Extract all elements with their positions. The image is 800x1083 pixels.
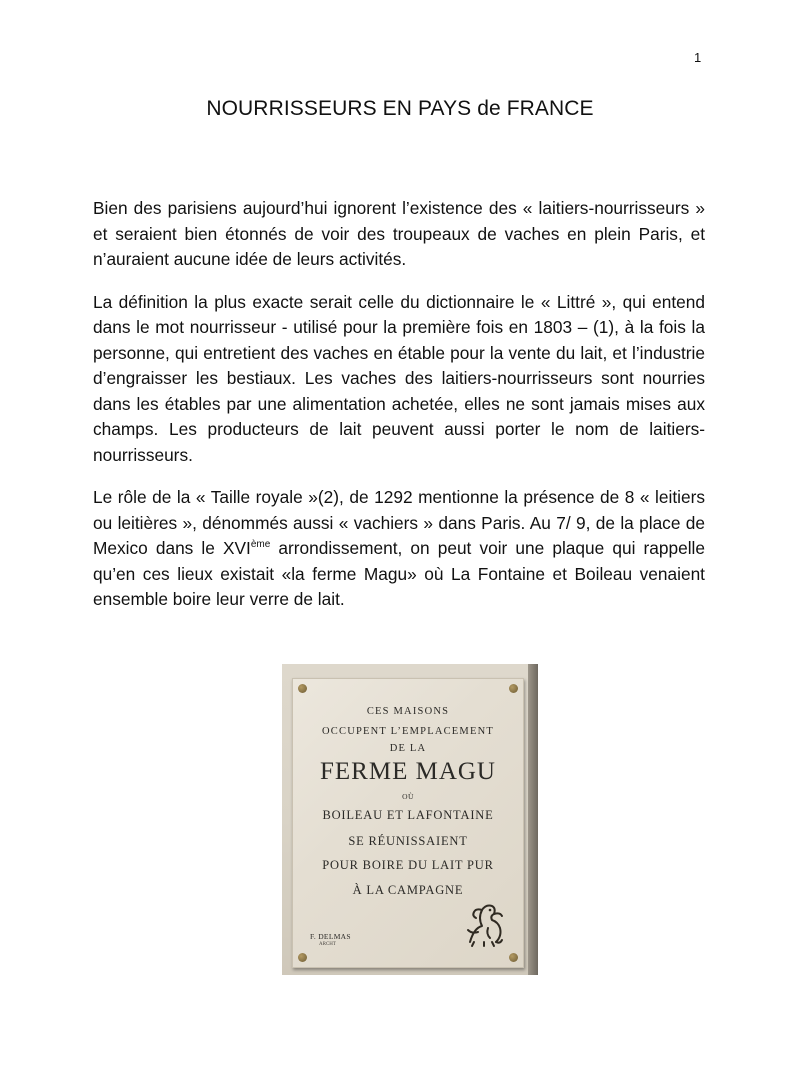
plaque-line: OÙ — [402, 792, 414, 801]
paragraph-3-superscript: ème — [250, 539, 271, 550]
plaque-line: BOILEAU ET LAFONTAINE — [322, 808, 494, 822]
paragraph-3-text-end: arrondissement, on peut voir une plaque qui rappelle qu’en ces lieux existait «la ferme Magu» où La Fontaine et Boileau venaient ensemble boire leur verre de lait. — [93, 538, 705, 609]
plaque-line: POUR BOIRE DU LAIT PUR — [322, 858, 494, 872]
wall-edge — [528, 664, 538, 975]
page-title: NOURRISSEURS EN PAYS de FRANCE — [206, 97, 594, 120]
body-text — [93, 196, 705, 630]
plaque-line: À LA CAMPAGNE — [352, 883, 464, 897]
screw-icon — [298, 684, 307, 693]
plaque-signature: F. DELMAS — [310, 932, 351, 941]
screw-icon — [509, 684, 518, 693]
plaque-line: DE LA — [389, 743, 427, 754]
commemorative-plaque — [292, 678, 524, 968]
plaque-line: CES MAISONS — [366, 706, 450, 717]
paragraph-3-text: Le rôle de la « Taille royale »(2), de 1292 mentionne la présence de 8 « leitiers ou leitières », dénommés aussi « vachiers » dans Paris. Au 7/ 9, de la place de Mexico dans le XVI — [93, 487, 705, 558]
paragraph-2: La définition la plus exacte serait celle du dictionnaire le « Littré », qui entend dans le mot nourrisseur - utilisé pour la première fois en 1803 – (1), à la fois la personne, qui entretient des vaches en étable pour la vente du lait, et l’industrie d’engraisser les bestiaux. Les vaches des laitiers-nourrisseurs sont nourries dans les étables par une alimentation achetée, elles ne sont jamais mises aux champs. Les producteurs de lait peuvent aussi porter le nom de laitiers-nourrisseurs. — [93, 291, 705, 465]
plaque-line: SE RÉUNISSAIENT — [348, 834, 468, 848]
plaque-signature-sub: ARCHT — [319, 942, 336, 947]
paragraph-1: Bien des parisiens aujourd’hui ignorent l’existence des « laitiers-nourrisseurs » et seraient bien étonnés de voir des troupeaux de vaches en plein Paris, et n’auraient aucune idée de leurs activités. — [93, 198, 705, 269]
plaque-title-line: FERME MAGU — [320, 758, 496, 785]
plaque-photo — [282, 664, 538, 975]
page-number: 1 — [694, 50, 702, 65]
screw-icon — [298, 953, 307, 962]
plaque-line: OCCUPENT L’EMPLACEMENT — [322, 726, 494, 737]
paragraph-3 — [93, 485, 705, 613]
screw-icon — [509, 953, 518, 962]
lion-emblem-icon — [460, 898, 508, 948]
